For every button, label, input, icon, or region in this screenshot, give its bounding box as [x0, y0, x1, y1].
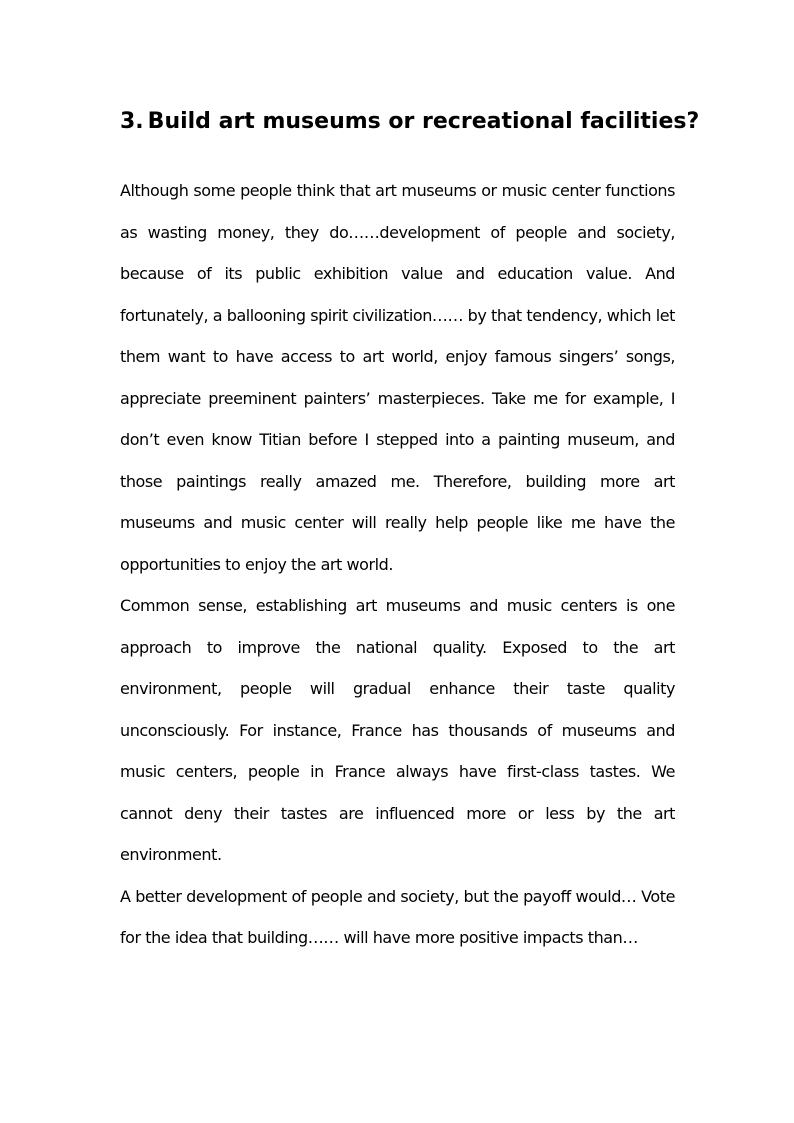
heading-number: 3.: [120, 109, 144, 134]
document-body: [120, 170, 675, 959]
paragraph-3: A better development of people and society, but the payoff would… Vote for the idea that building…… will have more positive impacts than…: [120, 886, 675, 947]
paragraph-1: Although some people think that art museums or music center functions as wasting money, they do……development of people and society, because of its public exhibition value and education value. And fortunately, a ballooning spirit civilization…… by that tendency, which let them want to have access to art world, enjoy famous singers’ songs, appreciate preeminent painters’ masterpieces. Take me for example, I don’t even know Titian before I stepped into a painting museum, and those paintings really amazed me. Therefore, building more art museums and music center will really help people like me have the opportunities to enjoy the art world.: [120, 181, 675, 574]
section-heading: [120, 104, 700, 140]
paragraph-2: Common sense, establishing art museums and music centers is one approach to improve the national quality. Exposed to the art environment, people will gradual enhance their taste quality unconsciously. For instance, France has thousands of museums and music centers, people in France always have first-class tastes. We cannot deny their tastes are influenced more or less by the art environment.: [120, 596, 675, 864]
heading-text: Build art museums or recreational facilities?: [147, 109, 700, 134]
